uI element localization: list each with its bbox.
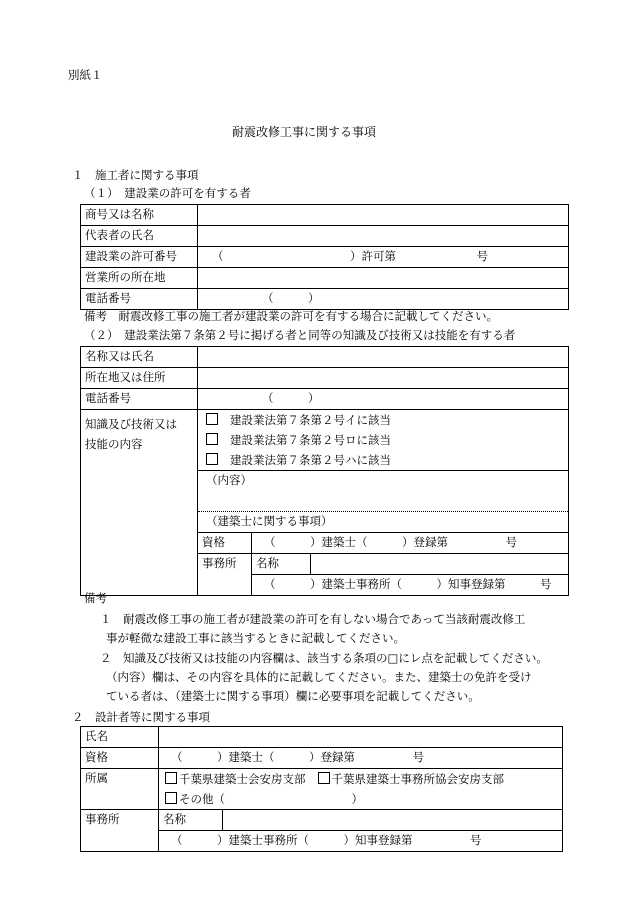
- office-registration-field[interactable]: （ ）建築士事務所（ ）知事登録第 号: [252, 575, 569, 596]
- affil-other-checkbox[interactable]: [165, 792, 177, 804]
- address-label: 所在地又は住所: [81, 368, 198, 389]
- name-label: 名称又は氏名: [81, 347, 198, 368]
- option-b-checkbox[interactable]: [206, 433, 218, 445]
- section1-heading: １ 施工者に関する事項: [72, 168, 199, 182]
- licensed-contractor-table: [80, 204, 569, 310]
- section2-heading: ２ 設計者等に関する事項: [72, 710, 210, 724]
- affiliation-row-1: [159, 769, 563, 790]
- option-b-row[interactable]: [198, 430, 569, 450]
- office-name-field[interactable]: [311, 554, 569, 575]
- remark-1-line-2: 事が軽微な建設工事に該当するときに記載してください。: [106, 631, 405, 645]
- architect-section-label: （建築士に関する事項）: [198, 512, 569, 533]
- affil-a-checkbox[interactable]: [165, 772, 177, 784]
- designer-office-label: 事務所: [81, 810, 159, 852]
- option-b-label: 建設業法第７条第２号ロに該当: [230, 433, 391, 448]
- section1-sub1-heading: （１） 建設業の許可を有する者: [84, 186, 251, 200]
- qualification-label: 資格: [198, 533, 252, 554]
- option-c-checkbox[interactable]: [206, 453, 218, 465]
- section1-sub1-remark: 備考 耐震改修工事の施工者が建設業の許可を有する場合に記載してください。: [84, 309, 498, 323]
- designer-qualification-label: 資格: [81, 748, 159, 769]
- designer-name-field[interactable]: [159, 727, 563, 748]
- office-address-field[interactable]: [198, 268, 569, 289]
- representative-field[interactable]: [198, 226, 569, 247]
- license-number-label: 建設業の許可番号: [81, 247, 198, 268]
- affiliation-label: 所属: [81, 769, 159, 810]
- designer-office-name-field[interactable]: [223, 810, 563, 831]
- option-c-label: 建設業法第７条第２号ハに該当: [230, 453, 391, 468]
- address-field[interactable]: [198, 368, 569, 389]
- remarks-heading: 備考: [84, 591, 107, 605]
- attachment-label: 別紙１: [68, 68, 103, 82]
- affiliation-row-2: [159, 789, 563, 810]
- remark-2-line-2: （内容）欄は、その内容を具体的に記載してください。また、建築士の免許を受け: [106, 670, 532, 684]
- affil-b-label: 千葉県建築士事務所協会安房支部: [331, 772, 504, 787]
- trade-name-label: 商号又は名称: [81, 205, 198, 226]
- option-a-checkbox[interactable]: [206, 413, 218, 425]
- knowledge-label: 知識及び技術又は 技能の内容: [81, 410, 198, 596]
- trade-name-field[interactable]: [198, 205, 569, 226]
- content-field[interactable]: [198, 491, 569, 512]
- phone-field[interactable]: （ ）: [198, 289, 569, 310]
- phone-field[interactable]: （ ）: [198, 389, 569, 410]
- designer-office-name-label: 名称: [159, 810, 223, 831]
- affil-other-label: その他（ ）: [179, 792, 363, 807]
- document-title: 耐震改修工事に関する事項: [232, 125, 377, 139]
- office-label: 事務所: [198, 554, 252, 596]
- option-a-label: 建設業法第７条第２号イに該当: [230, 413, 391, 428]
- name-field[interactable]: [198, 347, 569, 368]
- phone-label: 電話番号: [81, 389, 198, 410]
- designer-office-registration-field[interactable]: （ ）建築士事務所（ ）知事登録第 号: [159, 831, 563, 852]
- qualification-field[interactable]: （ ）建築士（ ）登録第 号: [252, 533, 569, 554]
- designer-qualification-field[interactable]: （ ）建築士（ ）登録第 号: [159, 748, 563, 769]
- office-address-label: 営業所の所在地: [81, 268, 198, 289]
- option-a-row[interactable]: [198, 410, 569, 431]
- option-c-row[interactable]: [198, 450, 569, 471]
- designer-name-label: 氏名: [81, 727, 159, 748]
- remark-1-line-1: １ 耐震改修工事の施工者が建設業の許可を有しない場合であって当該耐震改修工: [100, 612, 526, 626]
- designer-table: [80, 726, 563, 852]
- phone-label: 電話番号: [81, 289, 198, 310]
- affil-b-checkbox[interactable]: [318, 772, 330, 784]
- license-number-field[interactable]: （ ）許可第 号: [198, 247, 569, 268]
- equivalent-skill-table: [80, 346, 569, 596]
- office-name-label: 名称: [252, 554, 311, 575]
- affil-a-label: 千葉県建築士会安房支部: [179, 772, 306, 787]
- remark-2-line-3: ている者は、（建築士に関する事項）欄に必要事項を記載してください。: [106, 689, 480, 703]
- content-label: （内容）: [198, 471, 569, 492]
- section1-sub2-heading: （２） 建設業法第７条第２号に掲げる者と同等の知識及び技術又は技能を有する者: [84, 328, 516, 342]
- remark-2-line-1: ２ 知識及び技術又は技能の内容欄は、該当する条項の□にレ点を記載してください。: [100, 651, 548, 665]
- representative-label: 代表者の氏名: [81, 226, 198, 247]
